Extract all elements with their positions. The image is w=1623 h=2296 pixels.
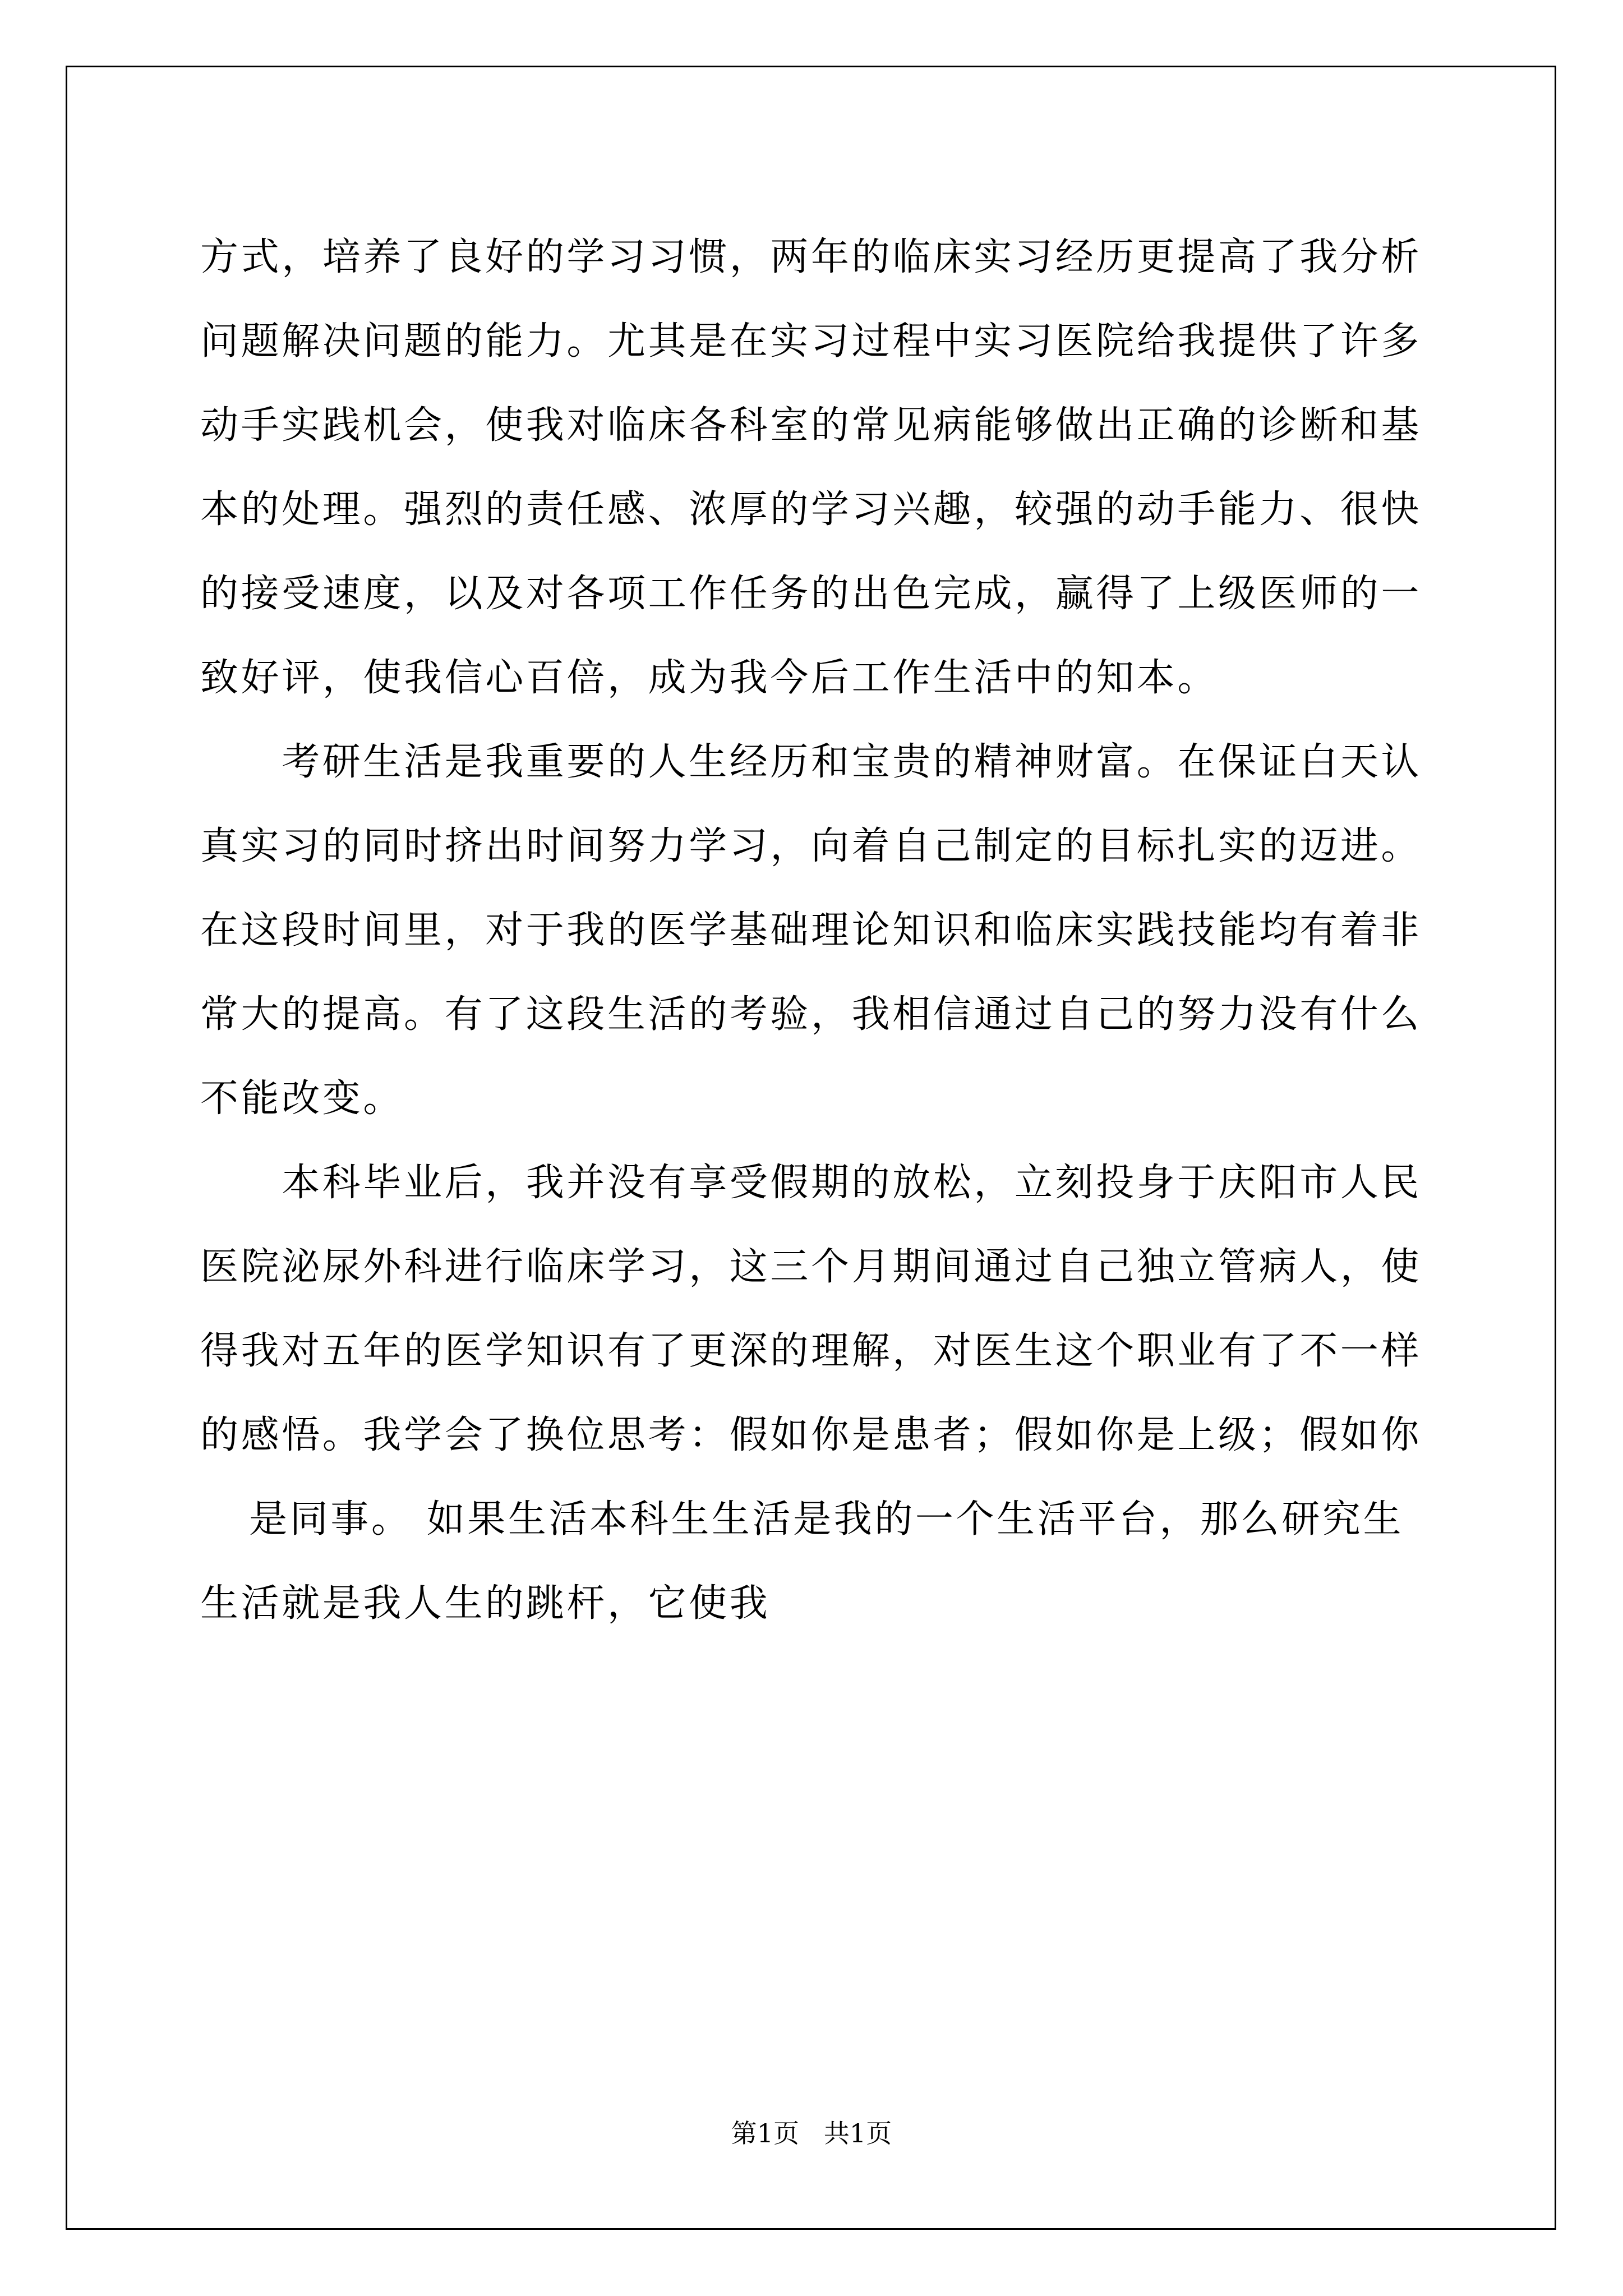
- text-line: 动手实践机会，使我对临床各科室的常见病能够做出正确的诊断和基: [200, 403, 1422, 448]
- text-line: 在这段时间里，对于我的医学基础理论知识和临床实践技能均有着非: [200, 908, 1422, 953]
- text-line: 的感悟。我学会了换位思考：假如你是患者；假如你是上级；假如你: [200, 1413, 1422, 1457]
- page-footer: 第1页 共1页: [731, 2118, 892, 2148]
- text-line: 考研生活是我重要的人生经历和宝贵的精神财富。在保证白天认: [282, 740, 1422, 784]
- text-line: 问题解决问题的能力。尤其是在实习过程中实习医院给我提供了许多: [200, 319, 1422, 364]
- text-line: 不能改变。: [200, 1076, 404, 1121]
- text-line: 方式，培养了良好的学习习惯，两年的临床实习经历更提高了我分析: [200, 235, 1422, 279]
- text-line: 的接受速度，以及对各项工作任务的出色完成，赢得了上级医师的一: [200, 572, 1422, 616]
- text-line: 生活就是我人生的跳杆，它使我: [200, 1581, 771, 1626]
- text-line: 医院泌尿外科进行临床学习，这三个月期间通过自己独立管病人，使: [200, 1245, 1422, 1289]
- text-line: 得我对五年的医学知识有了更深的理解，对医生这个职业有了不一样: [200, 1329, 1422, 1373]
- text-line: 常大的提高。有了这段生活的考验，我相信通过自己的努力没有什么: [200, 992, 1422, 1037]
- text-line: 是同事。 如果生活本科生生活是我的一个生活平台，那么研究生: [249, 1497, 1404, 1542]
- text-line: 致好评，使我信心百倍，成为我今后工作生活中的知本。: [200, 656, 1219, 700]
- text-line: 本科毕业后，我并没有享受假期的放松，立刻投身于庆阳市人民: [282, 1161, 1422, 1205]
- text-line: 本的处理。强烈的责任感、浓厚的学习兴趣，较强的动手能力、很快: [200, 487, 1422, 532]
- text-line: 真实习的同时挤出时间努力学习，向着自己制定的目标扎实的迈进。: [200, 824, 1422, 868]
